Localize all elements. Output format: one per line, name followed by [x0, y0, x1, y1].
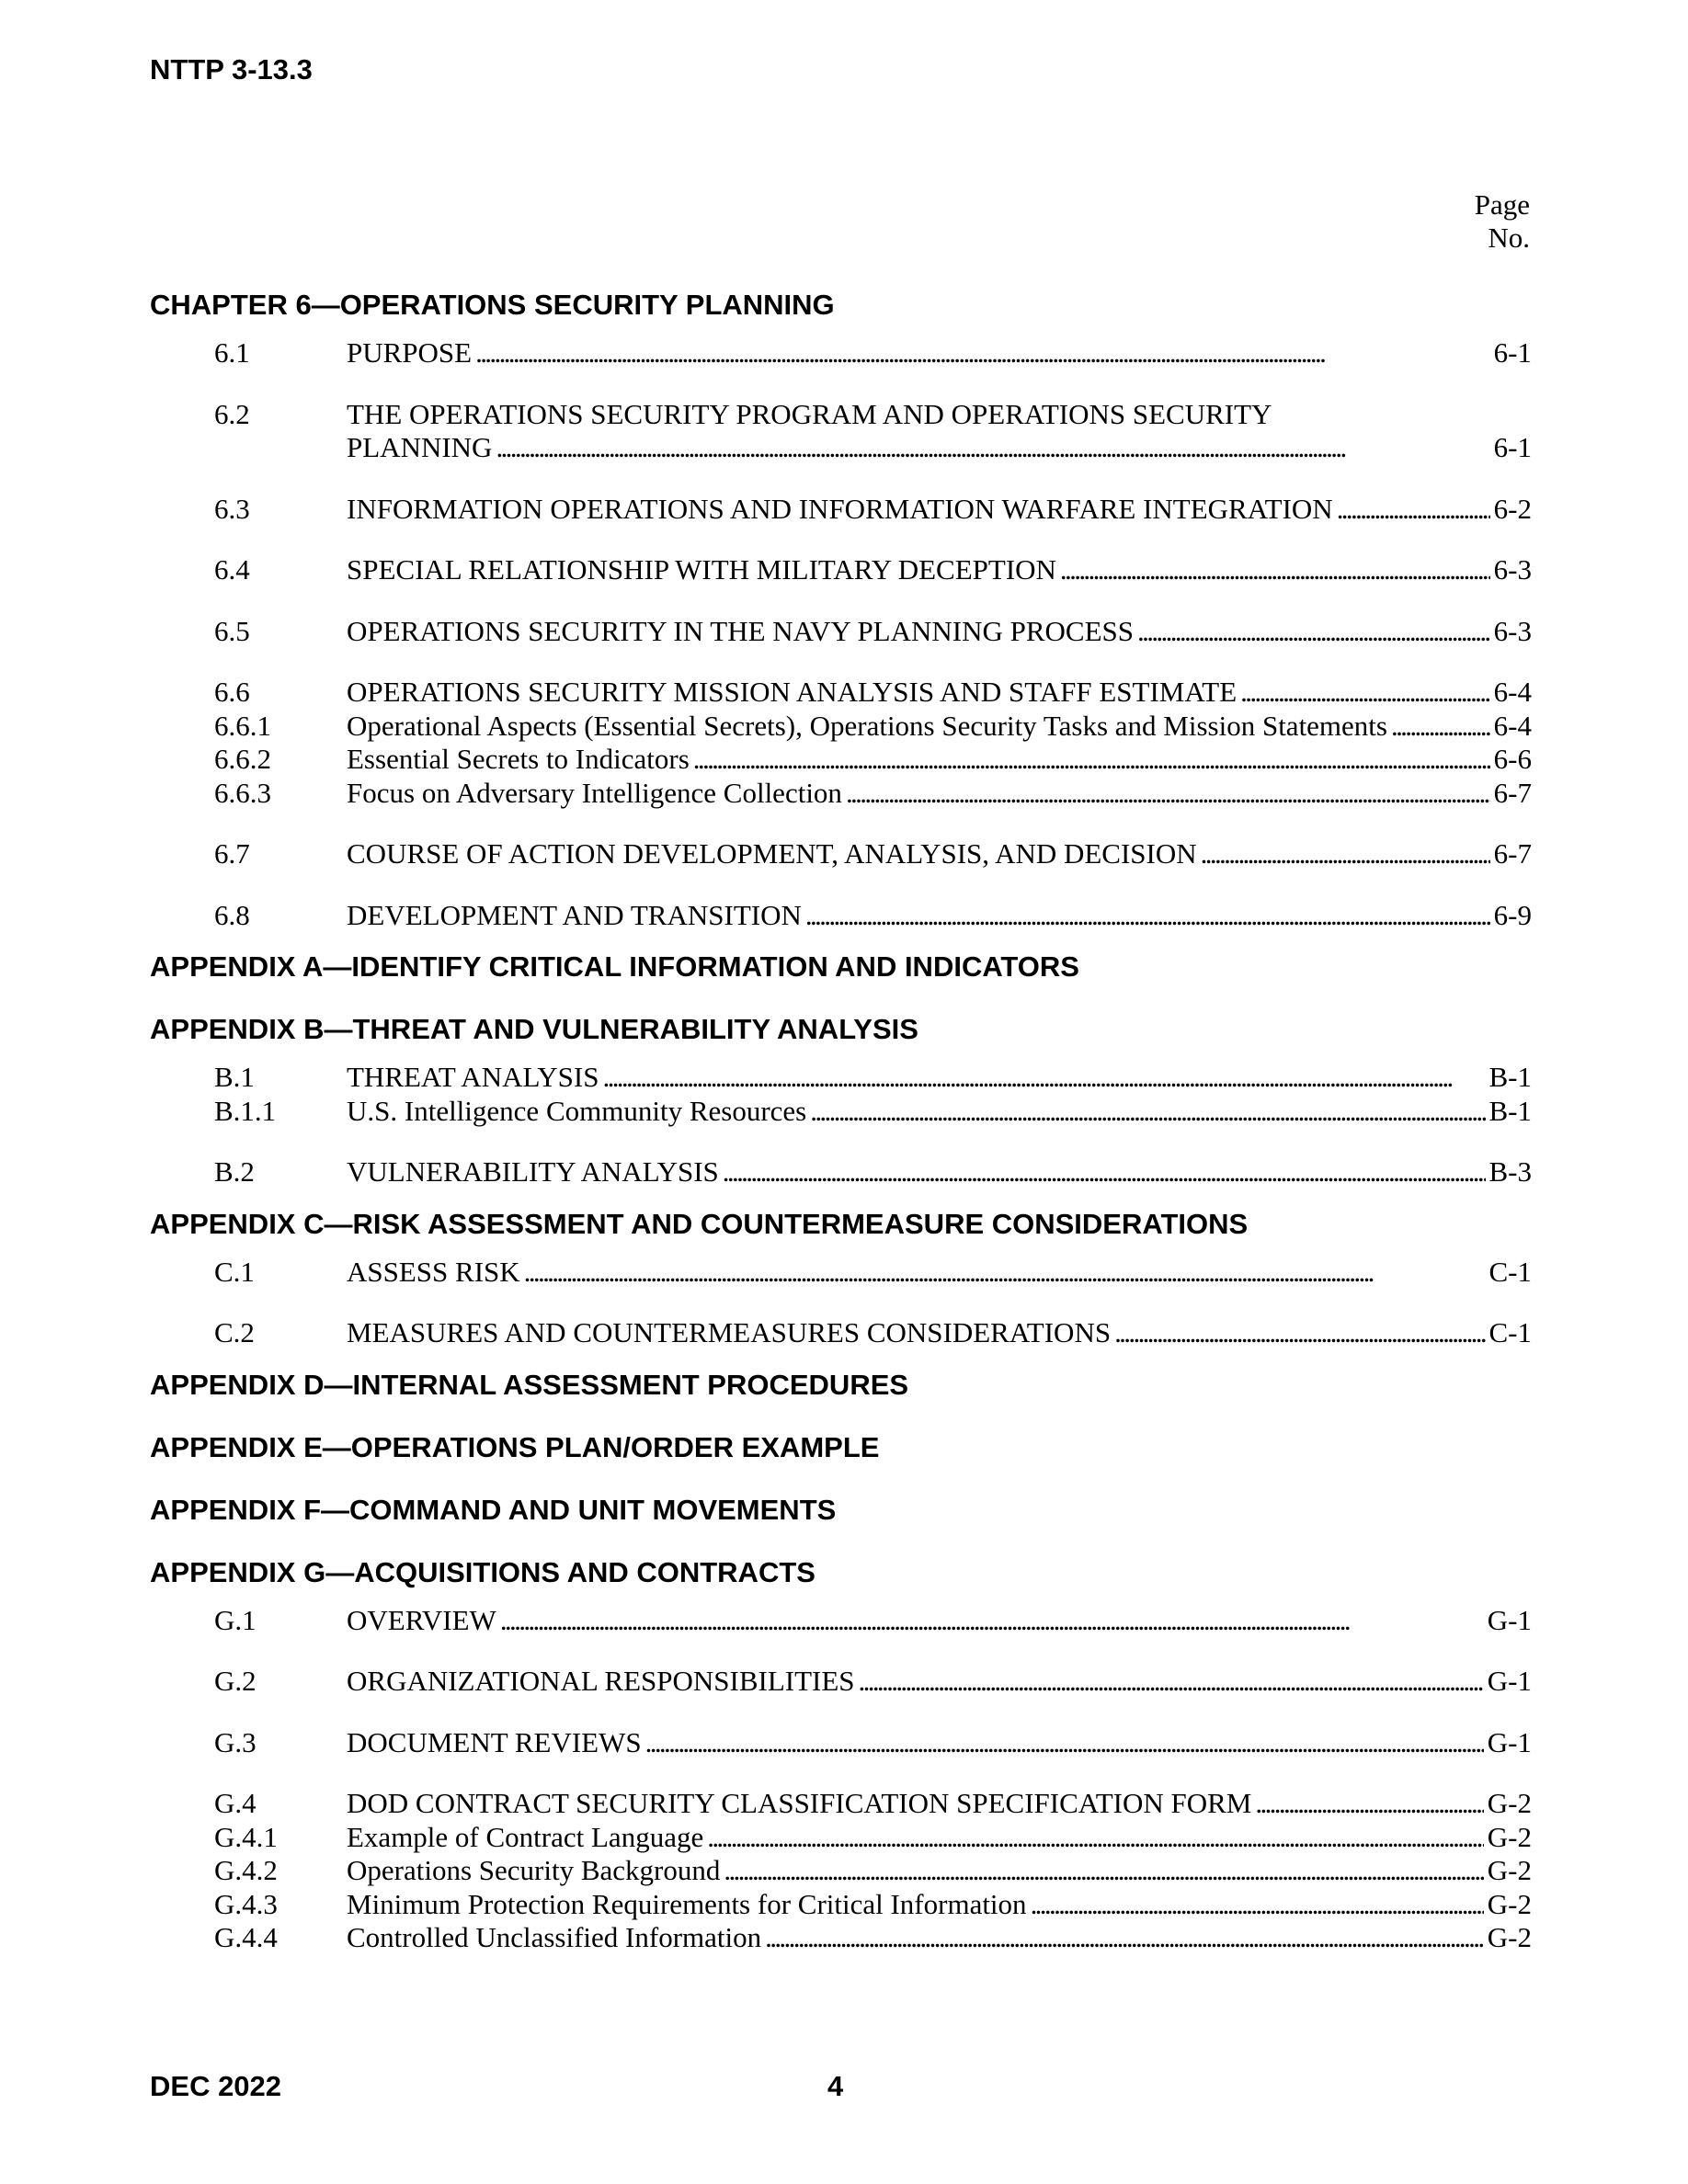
toc-entry-body	[347, 336, 1532, 370]
dot-leader	[1255, 1787, 1483, 1821]
toc-entry[interactable]	[150, 837, 1532, 871]
dot-leader	[603, 1061, 1486, 1095]
dot-leader	[1031, 1888, 1484, 1922]
table-of-contents	[150, 274, 1532, 1955]
toc-entry-body	[347, 1604, 1532, 1638]
toc-entry-body	[347, 743, 1532, 777]
toc-entry-title: SPECIAL RELATIONSHIP WITH MILITARY DECEPTION	[347, 553, 1056, 586]
toc-entry-title: Operations Security Background	[347, 1854, 721, 1886]
toc-entry-page: 6-2	[1493, 492, 1532, 525]
dot-leader	[724, 1854, 1483, 1888]
toc-heading: APPENDIX E—OPERATIONS PLAN/ORDER EXAMPLE	[150, 1430, 880, 1463]
toc-entry-body	[347, 1821, 1532, 1855]
toc-entry-body	[347, 615, 1532, 649]
toc-entry-number: C.1	[214, 1255, 255, 1288]
toc-entry-number: C.2	[214, 1316, 255, 1348]
toc-entry-page: 6-1	[1493, 336, 1532, 369]
toc-entry-leader-line	[347, 777, 1532, 811]
toc-entry-body	[347, 1787, 1532, 1821]
dot-leader	[723, 1155, 1486, 1189]
toc-entry-title: OPERATIONS SECURITY MISSION ANALYSIS AND STAFF ESTIMATE	[347, 676, 1237, 708]
toc-entry-body	[347, 1316, 1532, 1350]
toc-entry-page: G-1	[1487, 1603, 1532, 1636]
toc-entry-leader-line	[347, 743, 1532, 777]
toc-entry-title: INFORMATION OPERATIONS AND INFORMATION WARFARE INTEGRATION	[347, 492, 1333, 525]
toc-entry-leader-line	[347, 493, 1532, 527]
toc-entry-body	[347, 676, 1532, 710]
toc-entry-page: C-1	[1488, 1316, 1532, 1348]
dot-leader	[810, 1095, 1485, 1129]
toc-entry-page: G-2	[1487, 1820, 1532, 1853]
toc-heading: APPENDIX A—IDENTIFY CRITICAL INFORMATION AND INDICATORS	[150, 950, 1079, 983]
toc-entry[interactable]	[150, 1921, 1532, 1955]
toc-entry-number: 6.5	[214, 614, 250, 647]
toc-entry-title-line: THE OPERATIONS SECURITY PROGRAM AND OPERATIONS SECURITY	[347, 397, 1272, 430]
toc-entry-title: DEVELOPMENT AND TRANSITION	[347, 898, 802, 931]
toc-entry-leader-line	[347, 1665, 1532, 1699]
toc-entry-number: 6.6.2	[214, 743, 271, 775]
toc-entry-leader-line	[347, 1854, 1532, 1888]
document-id-header: NTTP 3-13.3	[150, 53, 313, 85]
toc-entry-page: G-2	[1487, 1787, 1532, 1819]
dot-leader	[500, 1604, 1484, 1638]
toc-entry[interactable]	[150, 1888, 1532, 1922]
toc-entry[interactable]	[150, 1787, 1532, 1821]
toc-entry-title: Minimum Protection Requirements for Critical Information	[347, 1887, 1027, 1920]
toc-entry-body	[347, 899, 1532, 933]
dot-leader	[707, 1821, 1484, 1855]
toc-entry-title: PLANNING	[347, 431, 493, 463]
dot-leader	[1060, 553, 1490, 587]
toc-entry-leader-line	[347, 1726, 1532, 1760]
toc-entry-body	[347, 1921, 1532, 1955]
toc-entry-page: 6-4	[1493, 676, 1532, 708]
toc-entry[interactable]	[150, 553, 1532, 587]
toc-entry-page: G-2	[1487, 1887, 1532, 1920]
toc-entry-number: 6.1	[214, 336, 250, 369]
toc-entry-number: B.1	[214, 1061, 255, 1093]
toc-entry[interactable]	[150, 1854, 1532, 1888]
toc-entry[interactable]	[150, 1665, 1532, 1699]
toc-entry-leader-line	[347, 553, 1532, 587]
toc-entry-number: G.2	[214, 1665, 257, 1697]
toc-heading: APPENDIX D—INTERNAL ASSESSMENT PROCEDURES	[150, 1368, 909, 1401]
toc-entry-page: 6-3	[1493, 553, 1532, 586]
dot-leader	[645, 1726, 1484, 1760]
toc-entry-title: VULNERABILITY ANALYSIS	[347, 1155, 719, 1188]
toc-entry-number: 6.4	[214, 553, 250, 586]
toc-entry[interactable]	[150, 1821, 1532, 1855]
toc-entry-number: B.2	[214, 1155, 255, 1188]
toc-entry-title: ASSESS RISK	[347, 1255, 520, 1288]
toc-entry[interactable]	[150, 1155, 1532, 1189]
dot-leader	[1114, 1316, 1485, 1350]
toc-entry-title: THREAT ANALYSIS	[347, 1061, 599, 1093]
toc-entry-number: G.4.3	[214, 1887, 278, 1920]
toc-entry-title: U.S. Intelligence Community Resources	[347, 1094, 807, 1127]
dot-leader	[693, 743, 1490, 777]
page-label-line-2: No.	[1488, 222, 1530, 254]
toc-entry[interactable]	[150, 676, 1532, 710]
toc-entry-page: 6-7	[1493, 837, 1532, 870]
dot-leader	[805, 899, 1490, 933]
toc-entry-body	[347, 493, 1532, 527]
toc-entry-body	[347, 1095, 1532, 1129]
toc-entry-title: DOD CONTRACT SECURITY CLASSIFICATION SPECIFICATION FORM	[347, 1787, 1252, 1819]
toc-entry-number: 6.6.3	[214, 776, 271, 809]
toc-entry[interactable]	[150, 1095, 1532, 1129]
dot-leader	[1337, 493, 1490, 527]
dot-leader	[1240, 676, 1490, 710]
toc-entry-number: 6.3	[214, 492, 250, 525]
toc-entry[interactable]	[150, 1316, 1532, 1350]
toc-entry-leader-line	[347, 1061, 1532, 1095]
toc-entry-leader-line	[347, 1921, 1532, 1955]
dot-leader	[524, 1256, 1486, 1290]
toc-entry-body	[347, 1665, 1532, 1699]
toc-entry-body	[347, 1256, 1532, 1290]
toc-entry-title: Example of Contract Language	[347, 1820, 704, 1853]
toc-entry-leader-line	[347, 1787, 1532, 1821]
footer-date: DEC 2022	[150, 2070, 282, 2102]
toc-entry[interactable]	[150, 1726, 1532, 1760]
toc-entry-page: C-1	[1488, 1255, 1532, 1288]
toc-entry-number: G.1	[214, 1603, 257, 1636]
toc-heading: APPENDIX B—THREAT AND VULNERABILITY ANALYSIS	[150, 1013, 918, 1045]
toc-entry-number: 6.8	[214, 898, 250, 931]
toc-entry-title: Focus on Adversary Intelligence Collection	[347, 776, 842, 809]
toc-entry-number: 6.6	[214, 676, 250, 708]
dot-leader	[1391, 710, 1490, 744]
toc-entry-number: G.3	[214, 1725, 257, 1758]
toc-heading: APPENDIX F—COMMAND AND UNIT MOVEMENTS	[150, 1493, 837, 1526]
toc-entry-body	[347, 398, 1532, 465]
toc-entry[interactable]	[150, 899, 1532, 933]
toc-entry-leader-line	[347, 1821, 1532, 1855]
toc-entry-page: G-2	[1487, 1854, 1532, 1886]
toc-entry-body	[347, 1854, 1532, 1888]
toc-entry-body	[347, 837, 1532, 871]
toc-entry-page: G-1	[1487, 1725, 1532, 1758]
toc-entry-leader-line	[347, 1316, 1532, 1350]
toc-entry-leader-line	[347, 1155, 1532, 1189]
page-label-line-1: Page	[1474, 188, 1530, 221]
dot-leader	[859, 1665, 1484, 1699]
toc-entry-leader-line	[347, 837, 1532, 871]
toc-entry-number: 6.7	[214, 837, 250, 870]
toc-entry-leader-line	[347, 1604, 1532, 1638]
toc-entry[interactable]	[150, 336, 1532, 370]
toc-entry-title: Essential Secrets to Indicators	[347, 743, 690, 775]
toc-entry-number: G.4	[214, 1787, 257, 1819]
toc-entry-body	[347, 1726, 1532, 1760]
toc-entry-leader-line	[347, 336, 1532, 370]
toc-entry-title: ORGANIZATIONAL RESPONSIBILITIES	[347, 1665, 855, 1697]
toc-entry-body	[347, 553, 1532, 587]
toc-entry-leader-line	[347, 710, 1532, 744]
toc-entry-leader-line	[347, 1888, 1532, 1922]
toc-entry-page: 6-4	[1493, 709, 1532, 742]
toc-entry-page: G-1	[1487, 1665, 1532, 1697]
toc-entry-body	[347, 710, 1532, 744]
toc-entry-leader-line	[347, 1256, 1532, 1290]
toc-entry-number: 6.6.1	[214, 709, 271, 742]
toc-entry-leader-line	[347, 1095, 1532, 1129]
toc-entry[interactable]	[150, 777, 1532, 811]
toc-entry[interactable]	[150, 615, 1532, 649]
toc-entry-number: G.4.2	[214, 1854, 278, 1886]
toc-entry-page: B-1	[1488, 1061, 1532, 1093]
toc-entry-leader-line	[347, 899, 1532, 933]
toc-entry-page: G-2	[1487, 1921, 1532, 1953]
toc-entry-page: 6-9	[1493, 898, 1532, 931]
toc-entry-leader-line	[347, 431, 1532, 465]
toc-entry-number: G.4.1	[214, 1820, 278, 1853]
dot-leader	[1201, 837, 1490, 871]
toc-entry-body	[347, 777, 1532, 811]
toc-entry-page: B-3	[1488, 1155, 1532, 1188]
toc-entry-body	[347, 1888, 1532, 1922]
footer-page-number: 4	[827, 2070, 844, 2102]
toc-entry-number: 6.2	[214, 397, 250, 430]
toc-entry-title: PURPOSE	[347, 336, 473, 369]
toc-entry-leader-line	[347, 676, 1532, 710]
toc-entry[interactable]	[150, 743, 1532, 777]
toc-entry-title: OPERATIONS SECURITY IN THE NAVY PLANNING PROCESS	[347, 614, 1135, 647]
toc-entry[interactable]	[150, 710, 1532, 744]
toc-entry-page: 6-7	[1493, 776, 1532, 809]
dot-leader	[765, 1921, 1484, 1955]
dot-leader	[846, 777, 1490, 811]
toc-entry-title: Operational Aspects (Essential Secrets), Operations Security Tasks and Mission Statements	[347, 709, 1387, 742]
toc-heading: APPENDIX C—RISK ASSESSMENT AND COUNTERMEASURE CONSIDERATIONS	[150, 1207, 1249, 1240]
toc-heading: CHAPTER 6—OPERATIONS SECURITY PLANNING	[150, 289, 835, 321]
toc-entry-title: Controlled Unclassified Information	[347, 1921, 762, 1953]
toc-entry[interactable]	[150, 1604, 1532, 1638]
toc-entry-page: 6-3	[1493, 614, 1532, 647]
toc-entry-title: OVERVIEW	[347, 1603, 496, 1636]
toc-entry[interactable]	[150, 398, 1532, 465]
toc-entry-number: B.1.1	[214, 1094, 277, 1127]
dot-leader	[475, 336, 1490, 370]
toc-entry-title: MEASURES AND COUNTERMEASURES CONSIDERATIONS	[347, 1316, 1112, 1348]
toc-entry-page: B-1	[1488, 1094, 1532, 1127]
dot-leader	[496, 431, 1489, 465]
toc-entry[interactable]	[150, 493, 1532, 527]
toc-entry-title: DOCUMENT REVIEWS	[347, 1725, 642, 1758]
dot-leader	[1137, 615, 1490, 649]
toc-entry-body	[347, 1061, 1532, 1095]
toc-entry-number: G.4.4	[214, 1921, 278, 1953]
toc-entry[interactable]	[150, 1256, 1532, 1290]
toc-entry-leader-line	[347, 615, 1532, 649]
toc-heading: APPENDIX G—ACQUISITIONS AND CONTRACTS	[150, 1555, 815, 1588]
toc-entry[interactable]	[150, 1061, 1532, 1095]
toc-entry-page: 6-1	[1493, 431, 1532, 463]
page-number-column-label	[1475, 188, 1530, 255]
toc-entry-body	[347, 1155, 1532, 1189]
toc-entry-page: 6-6	[1493, 743, 1532, 775]
toc-entry-title: COURSE OF ACTION DEVELOPMENT, ANALYSIS, AND DECISION	[347, 837, 1197, 870]
